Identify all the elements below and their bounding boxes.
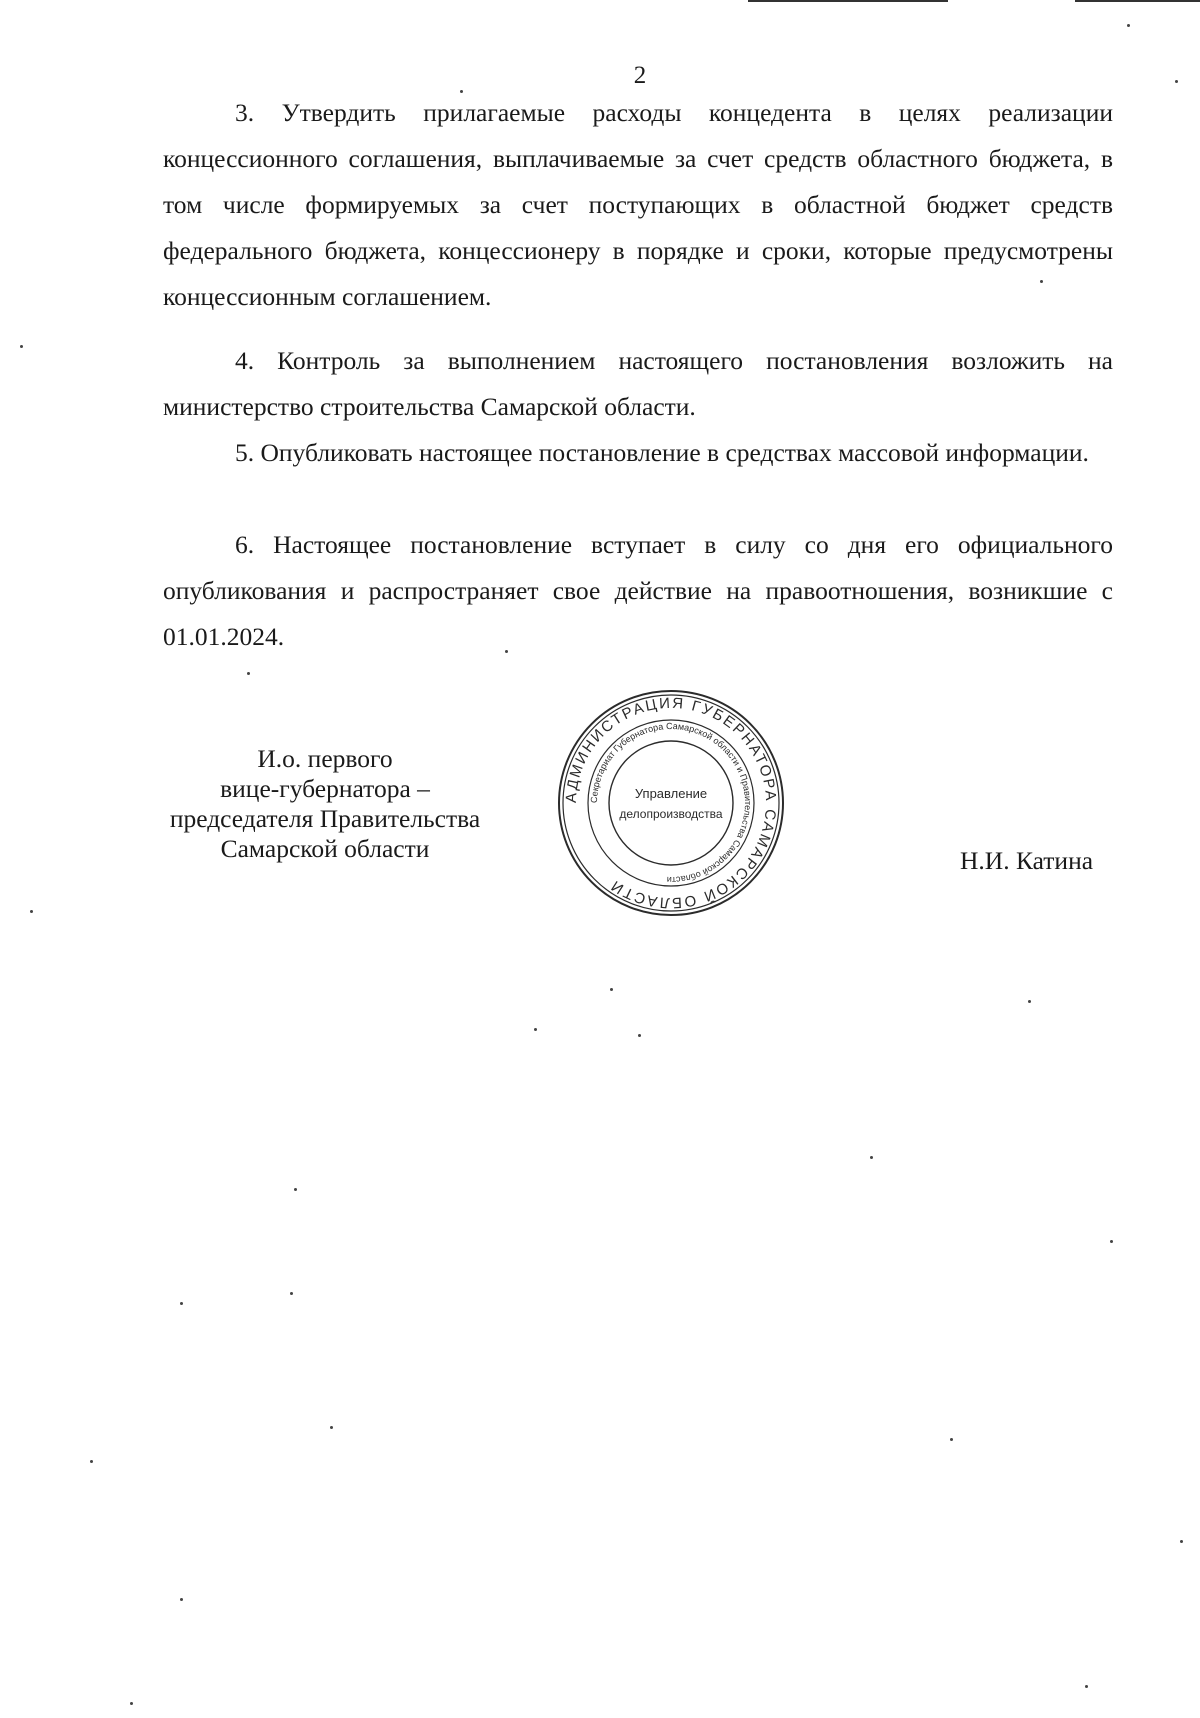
scan-speck [30,910,33,913]
seal-center-text: делопроизводства [619,807,723,821]
scan-speck [870,1156,873,1159]
scan-speck [90,1460,93,1463]
scan-speck [1175,80,1178,83]
scan-speck [638,1034,641,1037]
scan-speck [247,672,250,675]
signature-title-block [150,744,500,864]
scan-speck [610,988,613,991]
seal-outer-text: АДМИНИСТРАЦИЯ ГУБЕРНАТОРА САМАРСКОЙ ОБЛАСТИ [562,694,780,912]
paragraph-text: 5. Опубликовать настоящее постановление в средствах массовой информации. [235,438,1089,467]
scan-speck [1180,1540,1183,1543]
paragraph-text: 4. Контроль за выполнением настоящего постановления возложить на министерство строительства Самарской области. [163,346,1113,421]
scan-speck [950,1438,953,1441]
paragraph-5 [163,430,1113,476]
seal-center-text: Управление [634,786,708,801]
official-seal [556,688,786,918]
paragraph-3 [163,90,1113,320]
signature-title-line: вице-губернатора – [220,774,430,803]
signer-name: Н.И. Катина [960,846,1094,875]
paragraph-4 [163,338,1113,430]
scan-speck [294,1188,297,1191]
paragraph-text: 3. Утвердить прилагаемые расходы концедента в целях реализации концессионного соглашения, выплачиваемые за счет средств областного бюджета, в том числе формируемых за счет поступающих в областной бюджет средств федерального бюджета, концессионеру в порядке и сроки, которые предусмотрены концессионным соглашением. [163,98,1113,311]
paragraph-text: 6. Настоящее постановление вступает в силу со дня его официального опубликования и распространяет свое действие на правоотношения, возникшие с 01.01.2024. [163,530,1113,651]
signature-title-line: Самарской области [220,834,430,863]
scan-speck [180,1302,183,1305]
scan-speck [330,1426,333,1429]
page-number: 2 [633,62,647,89]
scan-speck [1085,1685,1088,1688]
signature-title-line: председателя Правительства [169,804,481,833]
seal-middle-ring [588,720,754,886]
signature-title-line: И.о. первого [257,744,393,773]
scan-speck [1127,24,1130,27]
seal-inner-text: Секретариат Губернатора Самарской области и Правительства Самарской области [588,720,754,886]
scan-speck [534,1028,537,1031]
scan-speck [290,1292,293,1295]
scan-speck [1110,1240,1113,1243]
scan-speck [460,90,463,93]
scan-speck [1028,1000,1031,1003]
seal-inner-ring [609,741,733,865]
scan-speck [20,345,23,348]
paragraph-6 [163,522,1113,660]
scan-speck [505,650,508,653]
scan-speck [130,1702,133,1705]
scan-speck [180,1598,183,1601]
top-edge-line [748,0,948,2]
scan-speck [1040,280,1043,283]
top-edge-line [1075,0,1200,2]
